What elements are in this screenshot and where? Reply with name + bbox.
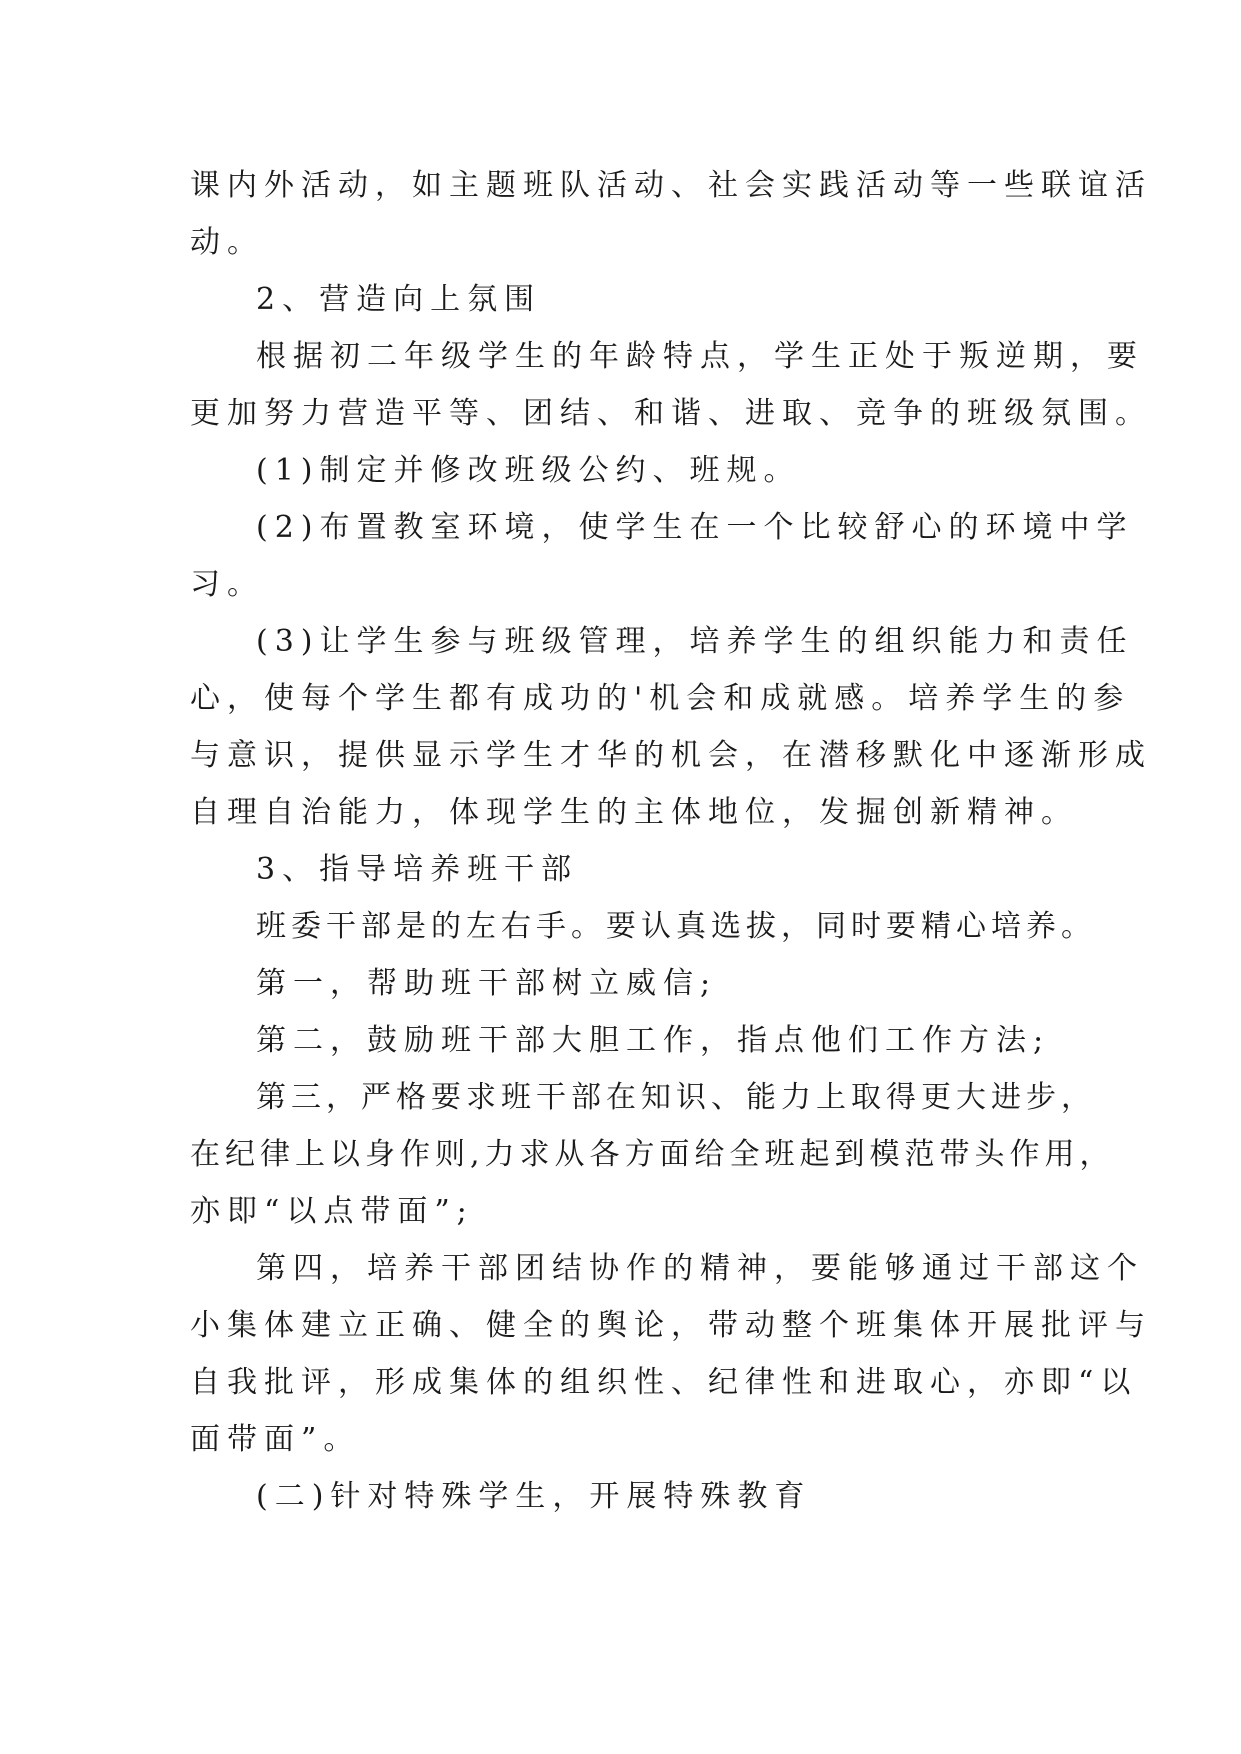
paragraph-line: 自理自治能力，体现学生的主体地位，发掘创新精神。 — [190, 795, 1078, 830]
paragraph-line: 亦即“以点带面”; — [190, 1194, 474, 1229]
section-heading: (二)针对特殊学生，开展特殊教育 — [256, 1479, 812, 1514]
list-item: (1)制定并修改班级公约、班规。 — [256, 453, 801, 488]
paragraph-line: 小集体建立正确、健全的舆论，带动整个班集体开展批评与 — [190, 1308, 1152, 1343]
section-heading: 2、营造向上氛围 — [256, 282, 542, 317]
list-item: (3)让学生参与班级管理，培养学生的组织能力和责任 — [256, 624, 1134, 659]
paragraph-line: 在纪律上以身作则,力求从各方面给全班起到模范带头作用， — [190, 1137, 1115, 1172]
section-heading: 3、指导培养班干部 — [256, 852, 579, 887]
paragraph-line: 与意识，提供显示学生才华的机会，在潜移默化中逐渐形成 — [190, 738, 1152, 773]
list-item: 第一，帮助班干部树立威信; — [256, 966, 718, 1001]
paragraph-line: 课内外活动，如主题班队活动、社会实践活动等一些联谊活 — [190, 168, 1152, 203]
list-item: 第四，培养干部团结协作的精神，要能够通过干部这个 — [256, 1251, 1144, 1286]
paragraph-line: 根据初二年级学生的年龄特点，学生正处于叛逆期，要 — [256, 339, 1144, 374]
paragraph-line: 面带面”。 — [190, 1422, 361, 1457]
list-item: 第三，严格要求班干部在知识、能力上取得更大进步， — [256, 1080, 1096, 1115]
paragraph-line: 更加努力营造平等、团结、和谐、进取、竞争的班级氛围。 — [190, 396, 1152, 431]
list-item: (2)布置教室环境，使学生在一个比较舒心的环境中学 — [256, 510, 1134, 545]
paragraph-line: 自我批评，形成集体的组织性、纪律性和进取心，亦即“以 — [190, 1365, 1138, 1400]
paragraph-line: 班委干部是的左右手。要认真选拔，同时要精心培养。 — [256, 909, 1096, 944]
paragraph-line: 习。 — [190, 567, 264, 602]
paragraph-line: 心，使每个学生都有成功的'机会和成就感。培养学生的参 — [190, 681, 1131, 716]
paragraph-line: 动。 — [190, 225, 264, 260]
list-item: 第二，鼓励班干部大胆工作，指点他们工作方法; — [256, 1023, 1051, 1058]
